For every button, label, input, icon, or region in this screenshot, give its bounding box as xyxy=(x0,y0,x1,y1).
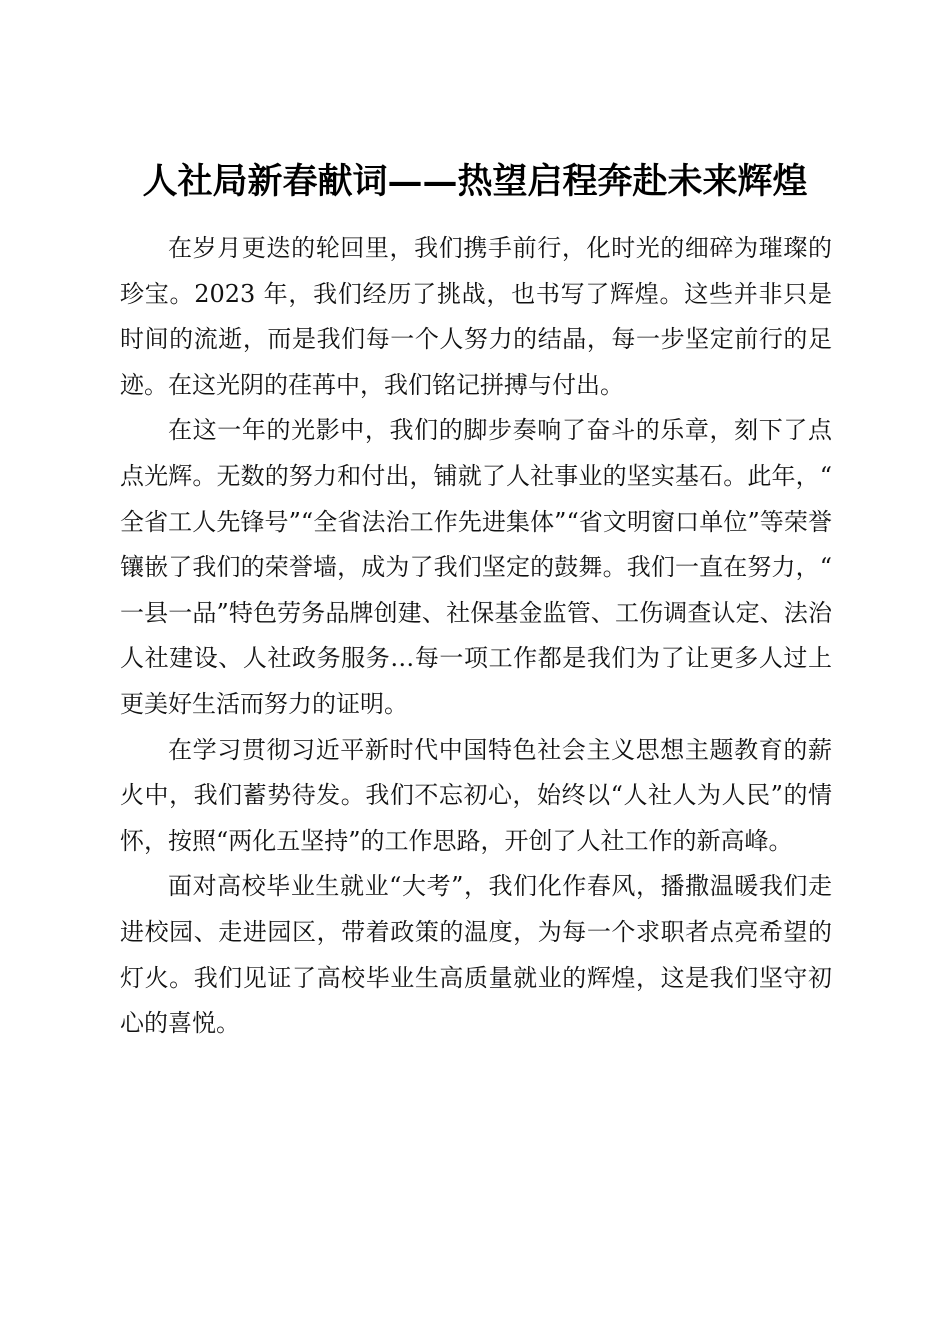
document-body xyxy=(120,226,832,1047)
paragraph-4: 面对高校毕业生就业“大考”，我们化作春风，播撒温暖我们走进校园、走进园区，带着政策的温度，为每一个求职者点亮希望的灯火。我们见证了高校毕业生高质量就业的辉煌，这是我们坚守初心的喜悦。 xyxy=(120,872,832,1038)
paragraph-1: 在岁月更迭的轮回里，我们携手前行，化时光的细碎为璀璨的珍宝。2023 年，我们经历了挑战，也书写了辉煌。这些并非只是时间的流逝，而是我们每一个人努力的结晶，每一步坚定前行的足迹。在这光阴的荏苒中，我们铭记拼搏与付出。 xyxy=(120,234,832,399)
document-title: 人社局新春献词——热望启程奔赴未来辉煌 xyxy=(142,161,808,203)
paragraph-3: 在学习贯彻习近平新时代中国特色社会主义思想主题教育的薪火中，我们蓄势待发。我们不忘初心，始终以“人社人为人民”的情怀，按照“两化五坚持”的工作思路，开创了人社工作的新高峰。 xyxy=(120,735,832,855)
paragraph-2: 在这一年的光影中，我们的脚步奏响了奋斗的乐章，刻下了点点光辉。无数的努力和付出，铺就了人社事业的坚实基石。此年，“全省工人先锋号”“全省法治工作先进集体”“省文明窗口单位”等荣誉镶嵌了我们的荣誉墙，成为了我们坚定的鼓舞。我们一直在努力，“一县一品”特色劳务品牌创建、社保基金监管、工伤调查认定、法治人社建设、人社政务服务…每一项工作都是我们为了让更多人过上更美好生活而努力的证明。 xyxy=(120,416,832,718)
